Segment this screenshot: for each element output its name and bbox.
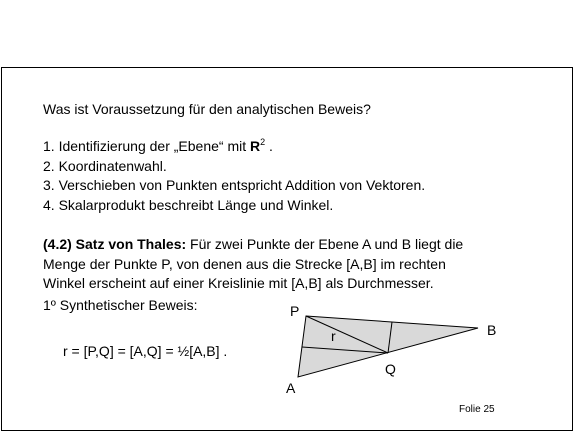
list-item: 3. Verschieben von Punkten entspricht Addition von Vektoren. xyxy=(43,177,426,193)
theorem-line-1: Für zwei Punkte der Ebene A und B liegt die xyxy=(186,236,464,252)
slide-number: Folie 25 xyxy=(459,404,495,415)
point-p-label: P xyxy=(290,303,300,319)
question-text: Was ist Voraussetzung für den analytischen Beweis? xyxy=(43,101,371,117)
theorem-line-3: Winkel erscheint auf einer Kreislinie mit [A,B] als Durchmesser. xyxy=(43,275,434,291)
list-item: 1. Identifizierung der „Ebene“ mit $R^2$ . xyxy=(43,137,273,154)
theorem-line-2: Menge der Punkte P, von denen aus die Strecke [A,B] im rechten xyxy=(43,255,446,272)
radius-r-label: r xyxy=(331,328,336,344)
point-b-label: B xyxy=(487,322,497,338)
point-q-label: Q xyxy=(385,361,396,377)
list-item: 4. Skalarprodukt beschreibt Länge und Winkel. xyxy=(43,196,334,213)
list-item: 2. Koordinatenwahl. xyxy=(43,157,167,174)
synthetic-proof-heading: 1º Synthetischer Beweis: xyxy=(43,297,198,313)
list-item-text: 1. Identifizierung der „Ebene“ mit xyxy=(43,138,250,154)
theorem-heading: (4.2) Satz von Thales: xyxy=(43,236,187,252)
point-a-label: A xyxy=(286,380,296,396)
r-squared-symbol: $R^2$ xyxy=(250,137,266,154)
formula-text: r = [P,Q] = [A,Q] = ½[A,B] . xyxy=(63,343,228,359)
